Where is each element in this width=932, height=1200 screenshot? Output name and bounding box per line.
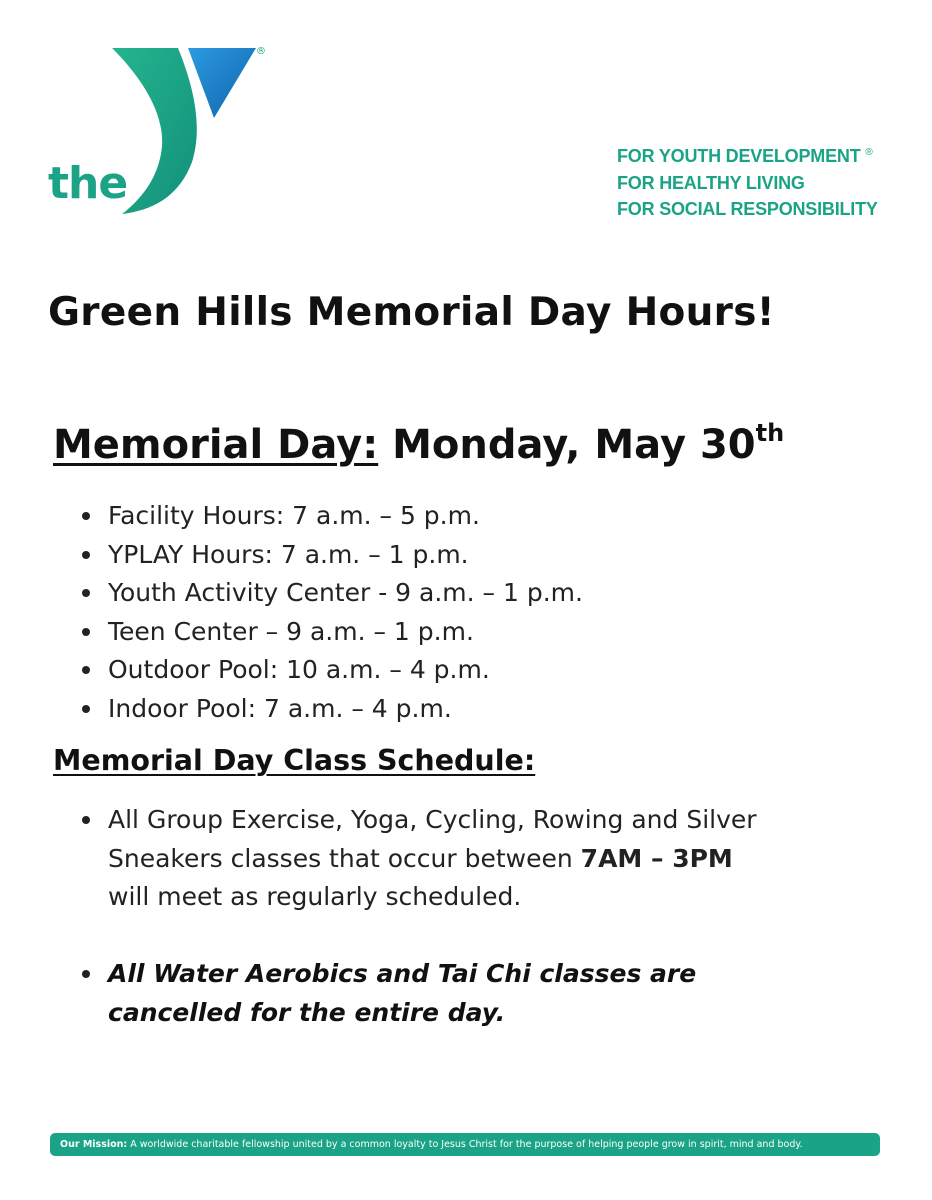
bullet-icon <box>82 512 90 520</box>
hours-item: Teen Center – 9 a.m. – 1 p.m. <box>80 613 583 652</box>
page-title: Green Hills Memorial Day Hours! <box>48 290 775 335</box>
mission-text: A worldwide charitable fellowship united by a common loyalty to Jesus Christ for the purpose of helping people grow in spirit, mind and body. <box>127 1139 803 1150</box>
hours-list <box>80 497 583 728</box>
bullet-icon <box>82 628 90 636</box>
mission-banner <box>50 1133 880 1156</box>
bullet-icon <box>82 970 90 978</box>
memorial-day-heading <box>53 419 785 468</box>
logo-the-text: the <box>48 158 128 209</box>
ymca-logo <box>46 44 276 219</box>
memorial-day-label: Memorial Day: <box>53 422 379 468</box>
logo-registered-mark: ® <box>256 46 266 57</box>
hours-item: YPLAY Hours: 7 a.m. – 1 p.m. <box>80 536 583 575</box>
tagline-youth-development: FOR YOUTH DEVELOPMENT ® <box>617 146 873 166</box>
tagline-social-responsibility: FOR SOCIAL RESPONSIBILITY <box>617 199 878 219</box>
tagline-healthy-living: FOR HEALTHY LIVING <box>617 172 805 193</box>
hours-item: Indoor Pool: 7 a.m. – 4 p.m. <box>80 690 583 729</box>
date-ordinal-suffix: th <box>755 419 785 447</box>
hours-item: Youth Activity Center - 9 a.m. – 1 p.m. <box>80 574 583 613</box>
class-schedule-item-regular: All Group Exercise, Yoga, Cycling, Rowing and Silver Sneakers classes that occur between 7AM – 3PM will meet as regularly scheduled. <box>108 801 898 917</box>
ymca-taglines <box>617 140 878 223</box>
bullet-icon <box>82 816 90 824</box>
mission-label: Our Mission: <box>60 1139 128 1150</box>
bullet-icon <box>82 551 90 559</box>
hours-item: Outdoor Pool: 10 a.m. – 4 p.m. <box>80 651 583 690</box>
hours-item: Facility Hours: 7 a.m. – 5 p.m. <box>80 497 583 536</box>
ymca-small-text: YMCA <box>184 177 210 212</box>
bullet-icon <box>82 666 90 674</box>
class-schedule-item-cancelled: All Water Aerobics and Tai Chi classes are cancelled for the entire day. <box>108 955 898 1032</box>
class-schedule-heading: Memorial Day Class Schedule: <box>53 744 536 777</box>
bullet-icon <box>82 589 90 597</box>
bullet-icon <box>82 705 90 713</box>
memorial-day-date: Monday, May 30 <box>378 422 756 468</box>
